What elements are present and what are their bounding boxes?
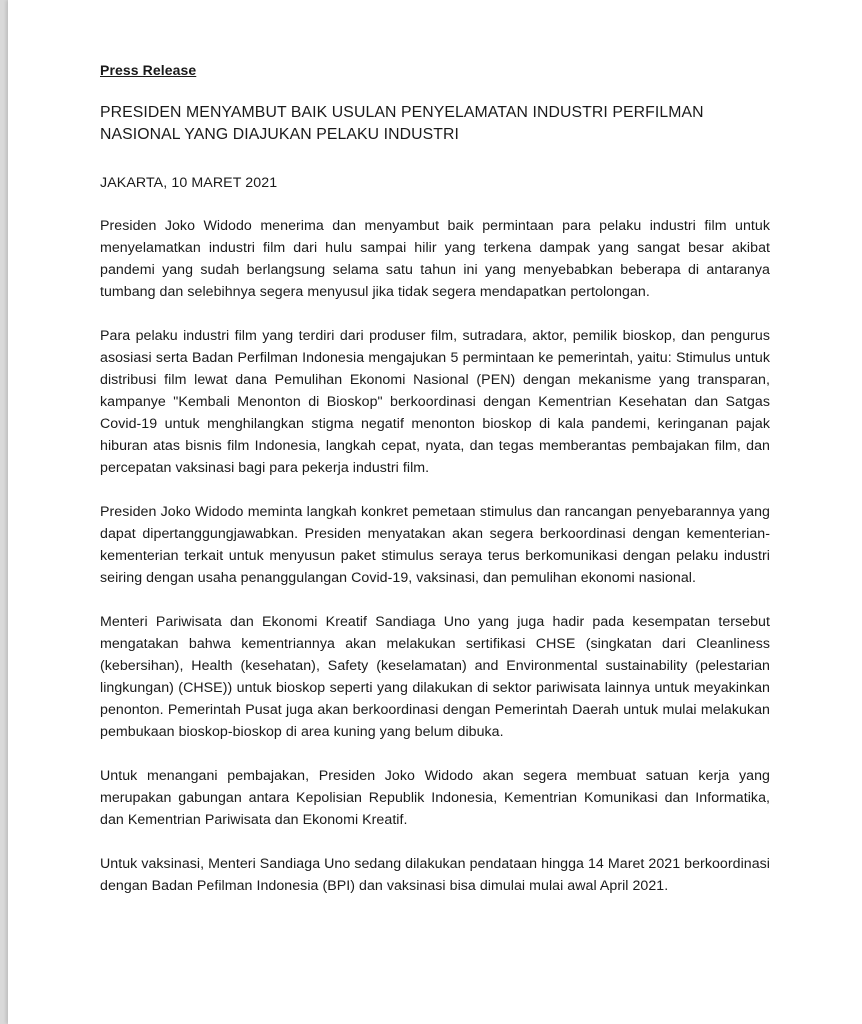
press-release-label: Press Release — [100, 62, 197, 78]
document-page — [8, 0, 862, 1024]
paragraph-4: Menteri Pariwisata dan Ekonomi Kreatif Sandiaga Uno yang juga hadir pada kesempatan tersebut mengatakan bahwa kementriannya akan melakukan sertifikasi CHSE (singkatan dari Cleanliness (kebersihan), Health (kesehatan), Safety (keselamatan) and Environmental sustainability (pelestarian lingkungan) (CHSE)) untuk bioskop seperti yang dilakukan di sektor pariwisata lainnya untuk meyakinkan penonton. Pemerintah Pusat juga akan berkoordinasi dengan Pemerintah Daerah untuk mulai melakukan pembukaan bioskop-bioskop di area kuning yang belum dibuka. — [100, 614, 770, 740]
document-body — [100, 215, 770, 919]
paragraph-1: Presiden Joko Widodo menerima dan menyambut baik permintaan para pelaku industri film untuk menyelamatkan industri film dari hulu sampai hilir yang terkena dampak yang sangat besar akibat pandemi yang sudah berlangsung selama satu tahun ini yang menyebabkan beberapa di antaranya tumbang dan selebihnya segera menyusul jika tidak segera mendapatkan pertolongan. — [100, 218, 770, 300]
paragraph-6: Untuk vaksinasi, Menteri Sandiaga Uno sedang dilakukan pendataan hingga 14 Maret 2021 berkoordinasi dengan Badan Pefilman Indonesia (BPI) dan vaksinasi bisa dimulai mulai awal April 2021. — [100, 856, 770, 894]
document-title: PRESIDEN MENYAMBUT BAIK USULAN PENYELAMATAN INDUSTRI PERFILMAN NASIONAL YANG DIAJUKAN PELAKU INDUSTRI — [100, 104, 704, 143]
paragraph-3: Presiden Joko Widodo meminta langkah konkret pemetaan stimulus dan rancangan penyebarannya yang dapat dipertanggungjawabkan. Presiden menyatakan akan segera berkoordinasi dengan kementerian-kementerian terkait untuk menyusun paket stimulus seraya terus berkomunikasi dengan pelaku industri seiring dengan usaha penanggulangan Covid-19, vaksinasi, dan pemulihan ekonomi nasional. — [100, 504, 770, 586]
paragraph-5: Untuk menangani pembajakan, Presiden Joko Widodo akan segera membuat satuan kerja yang merupakan gabungan antara Kepolisian Republik Indonesia, Kementrian Komunikasi dan Informatika, dan Kementrian Pariwisata dan Ekonomi Kreatif. — [100, 768, 770, 828]
paragraph-2: Para pelaku industri film yang terdiri dari produser film, sutradara, aktor, pemilik bioskop, dan pengurus asosiasi serta Badan Perfilman Indonesia mengajukan 5 permintaan ke pemerintah, yaitu: Stimulus untuk distribusi film lewat dana Pemulihan Ekonomi Nasional (PEN) dengan mekanisme yang transparan, kampanye "Kembali Menonton di Bioskop" berkoordinasi dengan Kementrian Kesehatan dan Satgas Covid-19 untuk menghilangkan stigma negatif menonton bioskop di kala pandemi, keringanan pajak hiburan atas bisnis film Indonesia, langkah cepat, nyata, dan tegas memberantas pembajakan film, dan percepatan vaksinasi bagi para pekerja industri film. — [100, 328, 770, 476]
dateline: JAKARTA, 10 MARET 2021 — [100, 175, 278, 191]
